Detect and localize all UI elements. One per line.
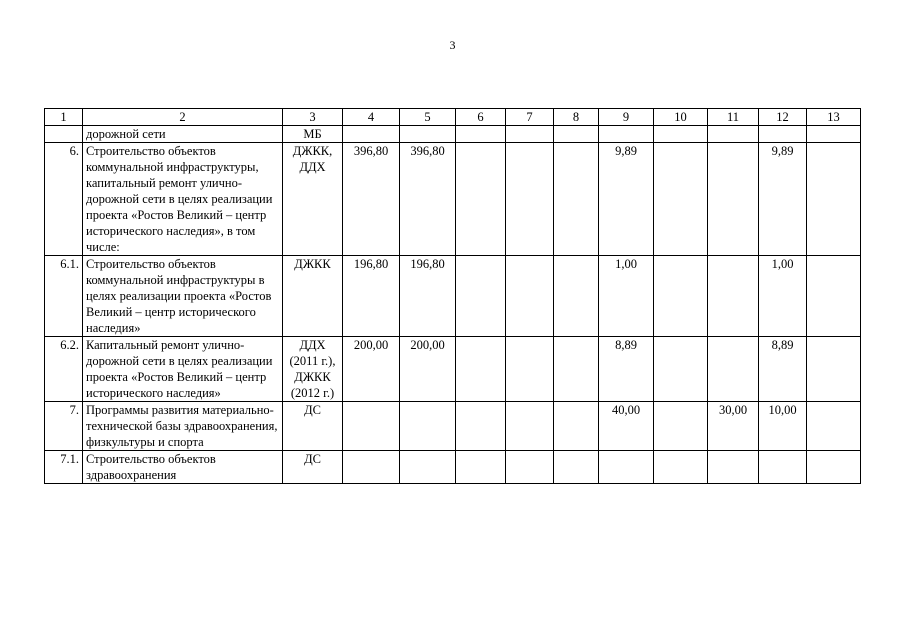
row-value bbox=[654, 126, 708, 143]
column-header: 13 bbox=[807, 109, 861, 126]
column-header: 12 bbox=[759, 109, 807, 126]
column-header: 8 bbox=[554, 109, 599, 126]
row-number: 6. bbox=[45, 143, 83, 256]
row-value bbox=[506, 402, 554, 451]
column-header: 11 bbox=[708, 109, 759, 126]
row-value bbox=[759, 451, 807, 484]
row-value: 8,89 bbox=[599, 337, 654, 402]
row-value: 40,00 bbox=[599, 402, 654, 451]
row-name: Строительство объектов коммунальной инфраструктуры в целях реализации проекта «Ростов Великий – центр исторического наследия» bbox=[83, 256, 283, 337]
row-value: 10,00 bbox=[759, 402, 807, 451]
row-name: Капитальный ремонт улично-дорожной сети в целях реализации проекта «Ростов Великий – центр исторического наследия» bbox=[83, 337, 283, 402]
table-row bbox=[45, 143, 861, 256]
row-value bbox=[654, 402, 708, 451]
row-number: 6.2. bbox=[45, 337, 83, 402]
column-header: 2 bbox=[83, 109, 283, 126]
column-header: 7 bbox=[506, 109, 554, 126]
row-value bbox=[654, 451, 708, 484]
row-value bbox=[554, 451, 599, 484]
row-value bbox=[807, 256, 861, 337]
row-value bbox=[343, 126, 400, 143]
row-value bbox=[456, 451, 506, 484]
row-value bbox=[400, 451, 456, 484]
row-value: 200,00 bbox=[400, 337, 456, 402]
row-value bbox=[554, 126, 599, 143]
row-source: ДС bbox=[283, 402, 343, 451]
row-name: дорожной сети bbox=[83, 126, 283, 143]
row-value bbox=[708, 337, 759, 402]
row-value: 196,80 bbox=[400, 256, 456, 337]
row-value bbox=[506, 126, 554, 143]
column-header: 10 bbox=[654, 109, 708, 126]
row-value bbox=[807, 126, 861, 143]
row-number: 7. bbox=[45, 402, 83, 451]
table-row bbox=[45, 402, 861, 451]
row-number: 6.1. bbox=[45, 256, 83, 337]
row-source: ДДХ (2011 г.), ДЖКК (2012 г.) bbox=[283, 337, 343, 402]
row-value bbox=[708, 256, 759, 337]
table-row bbox=[45, 256, 861, 337]
column-header: 9 bbox=[599, 109, 654, 126]
row-value bbox=[807, 402, 861, 451]
row-value bbox=[456, 402, 506, 451]
row-value bbox=[456, 143, 506, 256]
row-value bbox=[343, 451, 400, 484]
row-name: Программы развития материально-технической базы здравоохранения, физкультуры и спорта bbox=[83, 402, 283, 451]
row-value bbox=[400, 402, 456, 451]
row-value bbox=[654, 143, 708, 256]
row-value bbox=[807, 337, 861, 402]
row-value bbox=[708, 126, 759, 143]
row-value: 9,89 bbox=[759, 143, 807, 256]
row-value: 1,00 bbox=[599, 256, 654, 337]
row-value bbox=[807, 451, 861, 484]
row-value bbox=[807, 143, 861, 256]
row-value bbox=[506, 143, 554, 256]
column-header: 5 bbox=[400, 109, 456, 126]
row-value bbox=[599, 126, 654, 143]
row-number bbox=[45, 126, 83, 143]
row-number: 7.1. bbox=[45, 451, 83, 484]
row-value bbox=[654, 256, 708, 337]
row-value bbox=[456, 256, 506, 337]
row-value: 396,80 bbox=[400, 143, 456, 256]
row-value bbox=[456, 337, 506, 402]
row-value bbox=[708, 451, 759, 484]
row-value bbox=[554, 337, 599, 402]
column-header: 6 bbox=[456, 109, 506, 126]
row-value: 200,00 bbox=[343, 337, 400, 402]
table-row bbox=[45, 337, 861, 402]
row-value bbox=[654, 337, 708, 402]
row-source: ДС bbox=[283, 451, 343, 484]
row-source: МБ bbox=[283, 126, 343, 143]
row-value: 8,89 bbox=[759, 337, 807, 402]
column-numbers-row bbox=[45, 109, 861, 126]
row-source: ДЖКК, ДДХ bbox=[283, 143, 343, 256]
row-value: 9,89 bbox=[599, 143, 654, 256]
row-value bbox=[506, 256, 554, 337]
row-value: 1,00 bbox=[759, 256, 807, 337]
row-value: 30,00 bbox=[708, 402, 759, 451]
column-header: 1 bbox=[45, 109, 83, 126]
row-value bbox=[506, 337, 554, 402]
row-value bbox=[400, 126, 456, 143]
table-row bbox=[45, 451, 861, 484]
column-header: 4 bbox=[343, 109, 400, 126]
page-number: 3 bbox=[449, 38, 456, 52]
row-name: Строительство объектов коммунальной инфраструктуры, капитальный ремонт улично-дорожной сети в целях реализации проекта «Ростов Великий – центр исторического наследия», в том числе: bbox=[83, 143, 283, 256]
row-name: Строительство объектов здравоохранения bbox=[83, 451, 283, 484]
column-header: 3 bbox=[283, 109, 343, 126]
row-value: 196,80 bbox=[343, 256, 400, 337]
row-source: ДЖКК bbox=[283, 256, 343, 337]
row-value bbox=[343, 402, 400, 451]
row-value bbox=[456, 126, 506, 143]
row-value bbox=[554, 402, 599, 451]
table-row bbox=[45, 126, 861, 143]
row-value bbox=[554, 143, 599, 256]
row-value: 396,80 bbox=[343, 143, 400, 256]
funding-table bbox=[44, 108, 861, 484]
row-value bbox=[506, 451, 554, 484]
row-value bbox=[554, 256, 599, 337]
row-value bbox=[759, 126, 807, 143]
row-value bbox=[708, 143, 759, 256]
row-value bbox=[599, 451, 654, 484]
